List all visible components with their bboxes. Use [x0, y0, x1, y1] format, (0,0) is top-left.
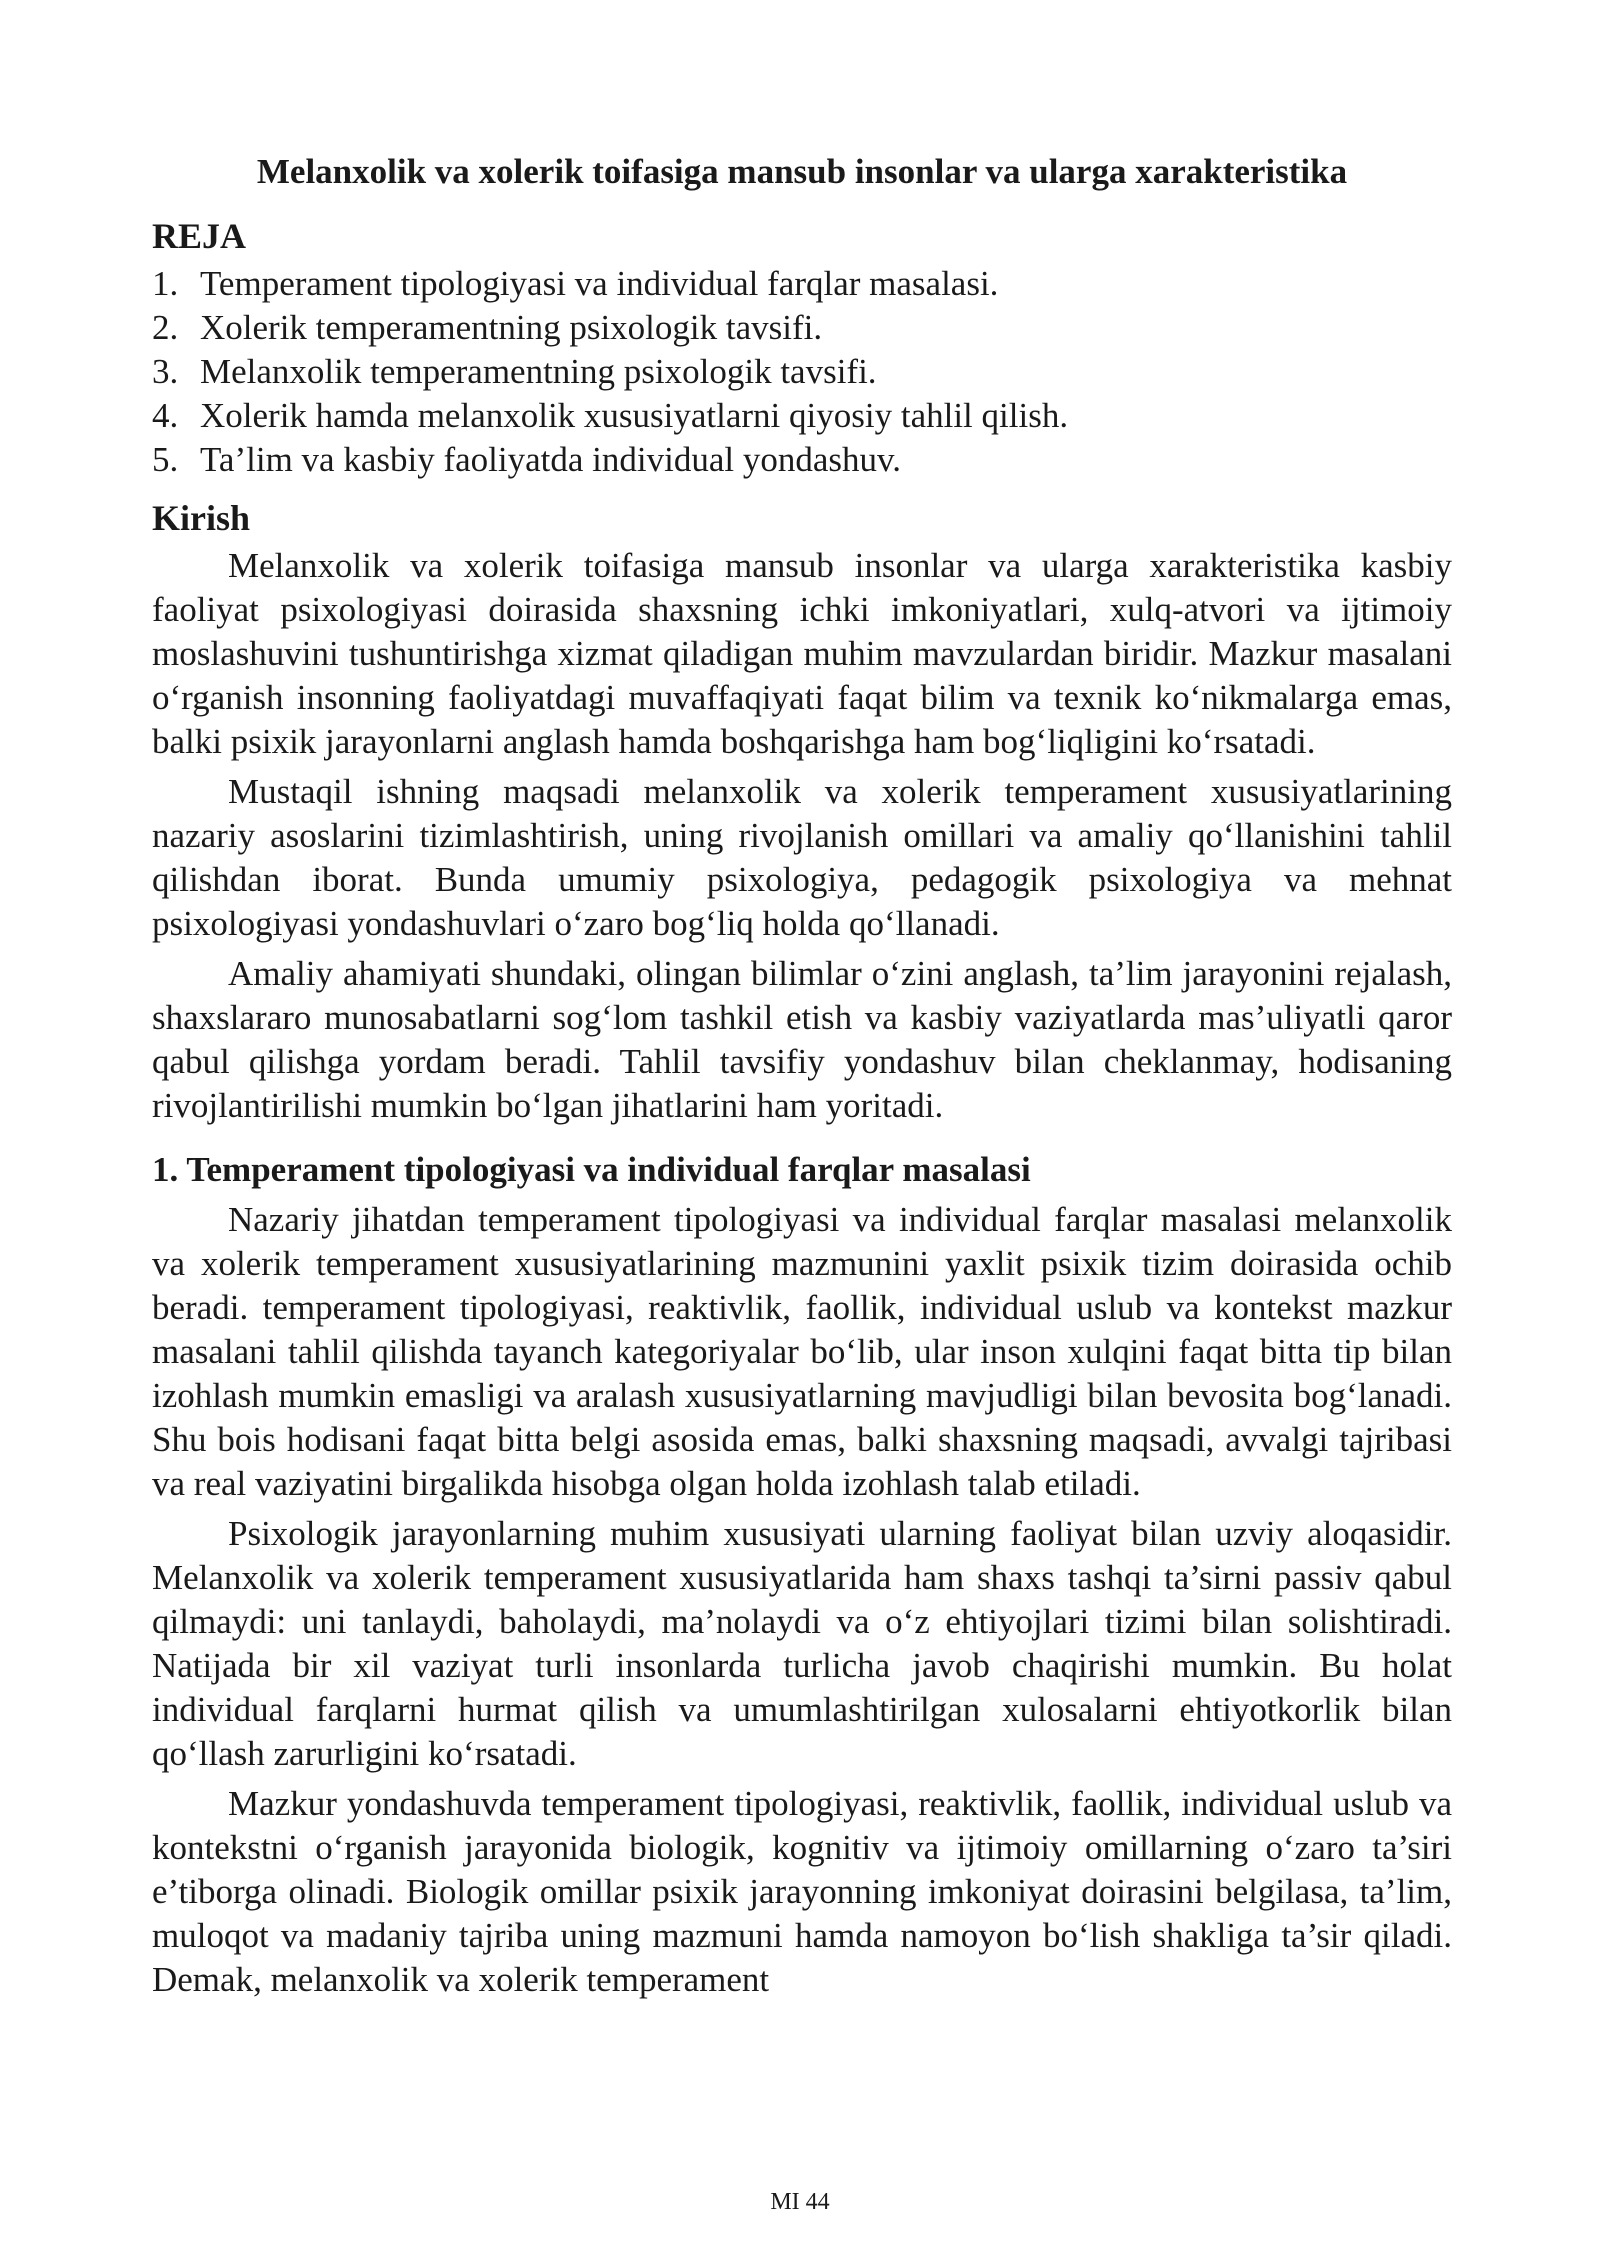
document-page	[152, 150, 1452, 2002]
plan-item-text: Melanxolik temperamentning psixologik tavsifi.	[200, 352, 877, 391]
page-number: MI 44	[770, 2189, 830, 2215]
section-1-paragraph: Mazkur yondashuvda temperament tipologiyasi, reaktivlik, faollik, individual uslub va kontekstni o‘rganish jarayonida biologik, kognitiv va ijtimoiy omillarning o‘zaro ta’siri e’tiborga olinadi. Biologik omillar psixik jarayonning imkoniyat doirasini belgilasa, ta’lim, muloqot va madaniy tajriba uning mazmuni hamda namoyon bo‘lish shakliga ta’sir qiladi. Demak, melanxolik va xolerik temperament	[152, 1784, 1452, 1999]
section-1-heading: 1. Temperament tipologiyasi va individual farqlar masalasi	[152, 1150, 1031, 1189]
plan-item-text: Temperament tipologiyasi va individual farqlar masalasi.	[200, 264, 999, 303]
plan-item-number: 2.	[152, 308, 179, 347]
plan-item-number: 3.	[152, 352, 179, 391]
plan-item	[152, 438, 1452, 482]
intro-heading: Kirish	[152, 498, 251, 538]
plan-item-number: 1.	[152, 264, 179, 303]
plan-item-number: 5.	[152, 440, 179, 479]
intro-paragraph: Mustaqil ishning maqsadi melanxolik va xolerik temperament xususiyatlarining nazariy asoslarini tizimlashtirish, uning rivojlanish omillari va amaliy qo‘llanishini tahlil qilishdan iborat. Bunda umumiy psixologiya, pedagogik psixologiya va mehnat psixologiyasi yondashuvlari o‘zaro bog‘liq holda qo‘llanadi.	[152, 772, 1452, 943]
plan-item-text: Xolerik temperamentning psixologik tavsifi.	[200, 308, 823, 347]
plan-item	[152, 394, 1452, 438]
plan-list	[152, 262, 1452, 482]
section-1-paragraph: Psixologik jarayonlarning muhim xususiyati ularning faoliyat bilan uzviy aloqasidir. Melanxolik va xolerik temperament xususiyatlarida ham shaxs tashqi ta’sirni passiv qabul qilmaydi: uni tanlaydi, baholaydi, ma’nolaydi va o‘z ehtiyojlari tizimi bilan solishtiradi. Natijada bir xil vaziyat turli insonlarda turlicha javob chaqirishi mumkin. Bu holat individual farqlarni hurmat qilish va umumlashtirilgan xulosalarni ehtiyotkorlik bilan qo‘llash zarurligini ko‘rsatadi.	[152, 1514, 1452, 1773]
plan-item-text: Ta’lim va kasbiy faoliyatda individual yondashuv.	[200, 440, 901, 479]
plan-item	[152, 306, 1452, 350]
plan-heading: REJA	[152, 216, 247, 256]
plan-item	[152, 262, 1452, 306]
section-1-paragraph: Nazariy jihatdan temperament tipologiyasi va individual farqlar masalasi melanxolik va xolerik temperament xususiyatlarining mazmunini yaxlit psixik tizim doirasida ochib beradi. temperament tipologiyasi, reaktivlik, faollik, individual uslub va kontekst mazkur masalani tahlil qilishda tayanch kategoriyalar bo‘lib, ular inson xulqini faqat bitta tip bilan izohlash mumkin emasligi va aralash xususiyatlarning mavjudligi bilan bevosita bog‘lanadi. Shu bois hodisani faqat bitta belgi asosida emas, balki shaxsning maqsadi, avvalgi tajribasi va real vaziyatini birgalikda hisobga olgan holda izohlash talab etiladi.	[152, 1200, 1452, 1503]
intro-paragraph: Melanxolik va xolerik toifasiga mansub insonlar va ularga xarakteristika kasbiy faoliyat psixologiyasi doirasida shaxsning ichki imkoniyatlari, xulq-atvori va ijtimoiy moslashuvini tushuntirishga xizmat qiladigan muhim mavzulardan biridir. Mazkur masalani o‘rganish insonning faoliyatdagi muvaffaqiyati faqat bilim va texnik ko‘nikmalarga emas, balki psixik jarayonlarni anglash hamda boshqarishga ham bog‘liqligini ko‘rsatadi.	[152, 546, 1452, 761]
plan-item-text: Xolerik hamda melanxolik xususiyatlarni qiyosiy tahlil qilish.	[200, 396, 1069, 435]
plan-item	[152, 350, 1452, 394]
document-title: Melanxolik va xolerik toifasiga mansub insonlar va ularga xarakteristika	[256, 152, 1348, 191]
intro-paragraph: Amaliy ahamiyati shundaki, olingan bilimlar o‘zini anglash, ta’lim jarayonini rejalash, shaxslararo munosabatlarni sog‘lom tashkil etish va kasbiy vaziyatlarda mas’uliyatli qaror qabul qilishga yordam beradi. Tahlil tavsifiy yondashuv bilan cheklanmay, hodisaning rivojlantirilishi mumkin bo‘lgan jihatlarini ham yoritadi.	[152, 954, 1452, 1125]
plan-item-number: 4.	[152, 396, 179, 435]
